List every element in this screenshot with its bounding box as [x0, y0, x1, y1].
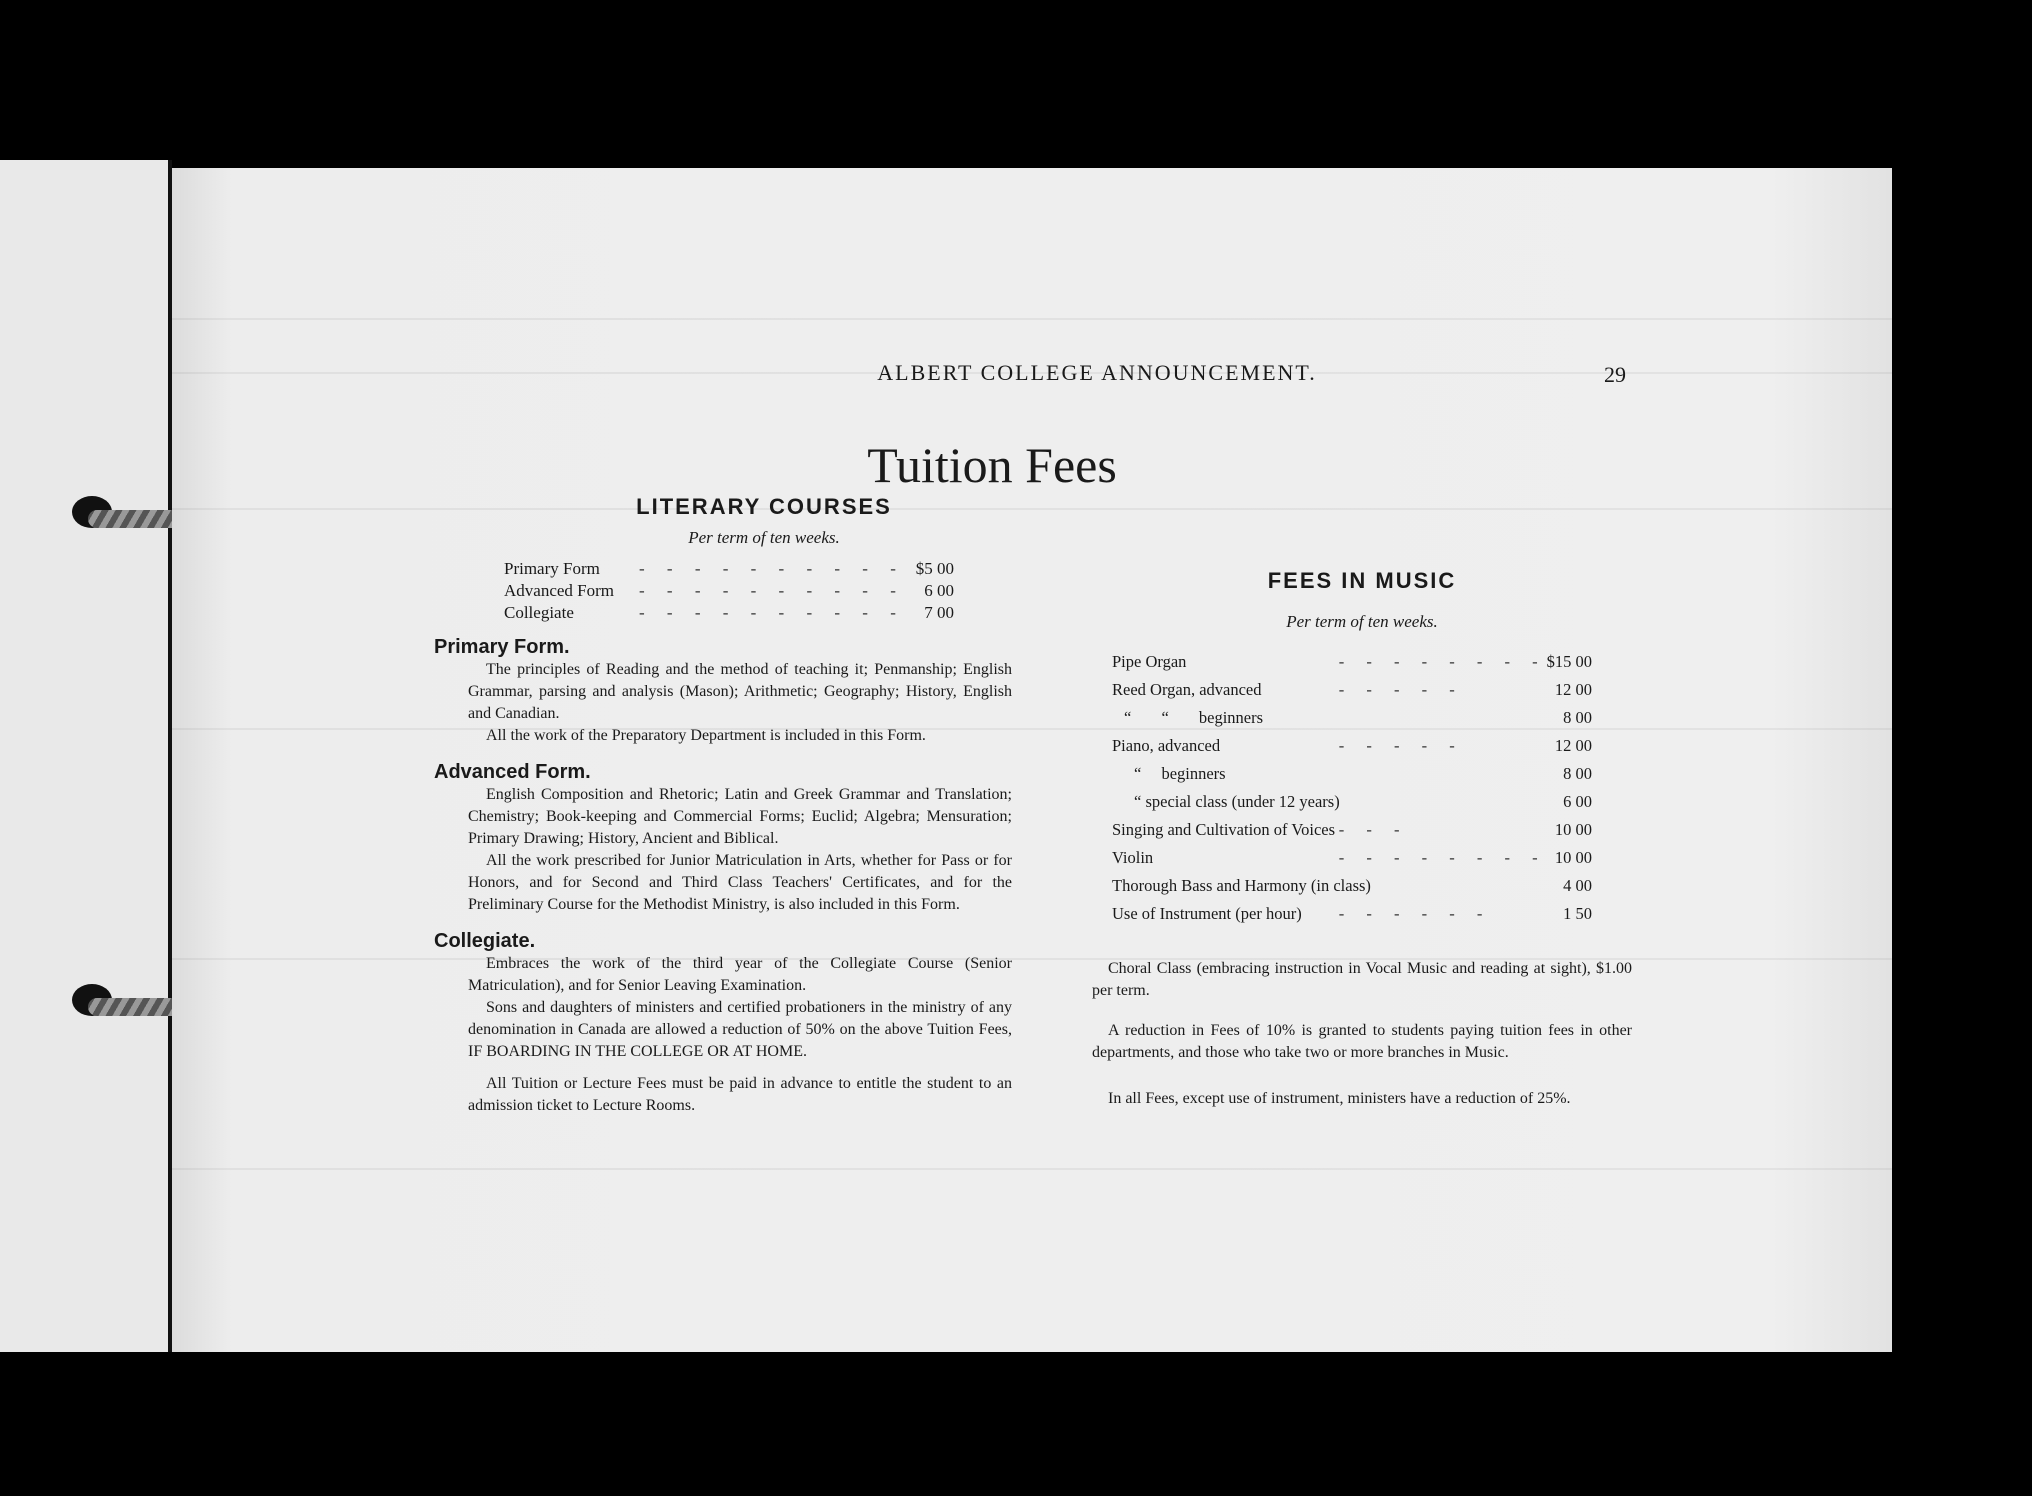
fee-amount: 1 50 — [1563, 904, 1592, 923]
ministers-reduction-note: In all Fees, except use of instrument, ministers have a reduction of 25%. — [1108, 1090, 1571, 1107]
literary-courses-heading: LITERARY COURSES — [636, 494, 892, 519]
ministers-reduction-text: Sons and daughters of ministers and certified probationers in the ministry of any denomination in Canada are allowed a reduction of 50% on the above Tuition Fees, IF BOARDING IN THE COLLEGE OR AT HOME. — [468, 999, 1012, 1060]
advanced-form-note: All the work prescribed for Junior Matriculation in Arts, whether for Pass or for Honors, and for Second and Third Class Teachers' Certificates, and for the Preliminary Course for the Methodist Ministry, is also included in this Form. — [468, 852, 1012, 913]
table-row: Pipe Organ - - - - - - - - $15 00 — [1112, 648, 1592, 676]
page-number: 29 — [1604, 362, 1626, 387]
table-row — [1112, 760, 1592, 788]
reduction-note: A reduction in Fees of 10% is granted to students paying tuition fees in other departments, and those who take two or more branches in Music. — [1092, 1022, 1632, 1061]
music-fee-table — [1112, 648, 1592, 928]
fee-label: Violin — [1112, 848, 1154, 867]
music-fees-heading: FEES IN MUSIC — [1267, 568, 1457, 593]
document-page — [172, 168, 1892, 1352]
table-row: Singing and Cultivation of Voices - - - 10 00 — [1112, 816, 1592, 844]
primary-form-note: All the work of the Preparatory Department is included in this Form. — [486, 727, 926, 744]
fee-amount: $15 00 — [1546, 652, 1592, 671]
choral-class-note: Choral Class (embracing instruction in Vocal Music and reading at sight), $1.00 per term. — [1092, 960, 1632, 999]
fee-label: “ beginners — [1134, 764, 1226, 783]
literary-fee-table — [504, 558, 954, 624]
collegiate-heading: Collegiate. — [434, 930, 536, 952]
fee-label: Thorough Bass and Harmony (in class) — [1112, 876, 1371, 895]
fee-label: Piano, advanced — [1112, 736, 1221, 755]
fee-label: Pipe Organ — [1112, 652, 1187, 671]
fee-label: Primary Form — [504, 559, 600, 578]
fee-amount: $5 00 — [915, 559, 954, 578]
table-row: Advanced Form - - - - - - - - - - 6 00 — [504, 581, 954, 600]
fee-amount: 4 00 — [1563, 876, 1592, 895]
table-row: Primary Form - - - - - - - - - - $5 00 — [504, 559, 954, 578]
fee-amount: 8 00 — [1563, 708, 1592, 727]
primary-form-text: The principles of Reading and the method of teaching it; Penmanship; English Grammar, parsing and analysis (Mason); Arithmetic; Geography; History, English and Canadian. — [468, 661, 1012, 722]
page-title: Tuition Fees — [867, 437, 1117, 493]
table-row: Violin - - - - - - - - 10 00 — [1112, 844, 1592, 872]
fee-amount: 12 00 — [1554, 736, 1592, 755]
table-row — [1112, 788, 1592, 816]
table-row: Piano, advanced - - - - - 12 00 — [1112, 732, 1592, 760]
primary-form-heading: Primary Form. — [434, 636, 570, 658]
fee-amount: 8 00 — [1563, 764, 1592, 783]
fee-amount: 10 00 — [1554, 848, 1592, 867]
collegiate-text: Embraces the work of the third year of the Collegiate Course (Senior Matriculation), and for Senior Leaving Examination. — [468, 955, 1012, 994]
fee-amount: 10 00 — [1554, 820, 1592, 839]
advance-payment-text: All Tuition or Lecture Fees must be paid in advance to entitle the student to an admission ticket to Lecture Rooms. — [468, 1075, 1012, 1114]
fee-label: “ special class (under 12 years) — [1134, 792, 1340, 811]
fee-amount: 12 00 — [1554, 680, 1592, 699]
fee-amount: 7 00 — [924, 603, 954, 622]
fee-label: Use of Instrument (per hour) — [1112, 904, 1302, 923]
fee-amount: 6 00 — [1563, 792, 1592, 811]
table-row: Reed Organ, advanced - - - - - 12 00 — [1112, 676, 1592, 704]
advanced-form-heading: Advanced Form. — [434, 761, 591, 783]
running-header: ALBERT COLLEGE ANNOUNCEMENT. — [877, 360, 1317, 385]
table-row — [1112, 704, 1592, 732]
advanced-form-text: English Composition and Rhetoric; Latin and Greek Grammar and Translation; Chemistry; Book-keeping and Commercial Forms; Euclid; Algebra; Mensuration; Primary Drawing; History, Ancient and Biblical. — [468, 786, 1012, 847]
fee-label: “ “ beginners — [1124, 708, 1264, 727]
fee-label: Singing and Cultivation of Voices — [1112, 820, 1336, 839]
table-row — [1112, 872, 1592, 900]
music-fees-column — [1092, 568, 1822, 1110]
fee-label: Collegiate — [504, 603, 574, 622]
literary-courses-subheading: Per term of ten weeks. — [688, 528, 840, 547]
music-fees-subheading: Per term of ten weeks. — [1286, 612, 1438, 631]
fee-label: Reed Organ, advanced — [1112, 680, 1262, 699]
table-row: Use of Instrument (per hour) - - - - - - 1 50 — [1112, 900, 1592, 928]
previous-page-edge — [0, 160, 172, 1352]
table-row: Collegiate - - - - - - - - - - 7 00 — [504, 603, 954, 622]
fee-label: Advanced Form — [504, 581, 615, 600]
fee-amount: 6 00 — [924, 581, 954, 600]
